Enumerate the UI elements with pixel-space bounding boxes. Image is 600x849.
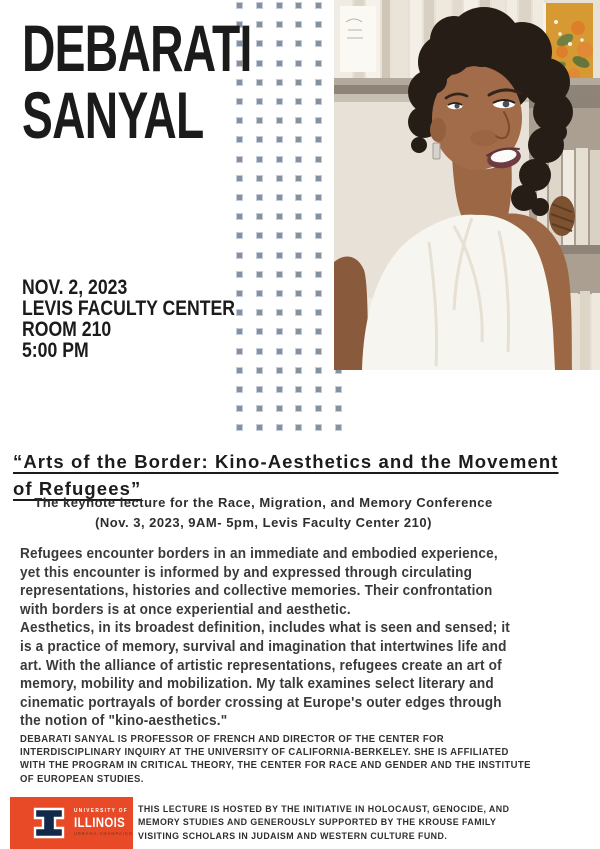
grid-dot — [237, 406, 242, 411]
grid-dot — [316, 406, 321, 411]
grid-dot — [277, 291, 282, 296]
grid-dot — [296, 3, 301, 8]
text-line: “Arts of the Border: Kino-Aesthetics and the Movement — [13, 451, 559, 472]
text-line: 5:00 PM — [22, 339, 89, 362]
grid-dot — [296, 272, 301, 277]
text-line: of Refugees” — [13, 477, 142, 499]
grid-dot — [277, 406, 282, 411]
grid-dot — [296, 214, 301, 219]
grid-dot — [296, 406, 301, 411]
grid-dot — [316, 3, 321, 8]
speaker-name-line1: DEBARATI — [22, 11, 252, 85]
grid-dot — [316, 80, 321, 85]
text-line: The keynote lecture for the Race, Migration, and Memory Conference — [34, 495, 493, 510]
grid-dot — [316, 349, 321, 354]
grid-dot — [257, 3, 262, 8]
text-line: MEMORY STUDIES AND GENEROUSLY SUPPORTED BY THE KROUSE FAMILY — [138, 817, 497, 829]
text-line: DEBARATI SANYAL IS PROFESSOR OF FRENCH AND DIRECTOR OF THE CENTER FOR — [20, 734, 445, 745]
grid-dot — [336, 406, 341, 411]
grid-dot — [336, 387, 341, 392]
grid-dot — [316, 291, 321, 296]
grid-dot — [277, 253, 282, 258]
grid-dot — [237, 195, 242, 200]
logo-campus: URBANA-CHAMPAIGN — [74, 832, 133, 837]
speaker-bio — [20, 733, 600, 786]
grid-dot — [316, 137, 321, 142]
grid-dot — [316, 176, 321, 181]
grid-dot — [296, 329, 301, 334]
text-line: representations, histories and collective memories. Their confrontation — [20, 583, 493, 600]
grid-dot — [316, 157, 321, 162]
grid-dot — [277, 272, 282, 277]
grid-dot — [316, 22, 321, 27]
grid-dot — [257, 368, 262, 373]
grid-dot — [296, 387, 301, 392]
text-line: Aesthetics, in its broadest definition, includes what is seen and sensed; it — [20, 620, 511, 637]
grid-dot — [316, 99, 321, 104]
ear — [430, 118, 446, 142]
grid-dot — [296, 310, 301, 315]
grid-dot — [316, 195, 321, 200]
grid-dot — [296, 176, 301, 181]
grid-dot — [237, 253, 242, 258]
text-line: is a practice of memory, survival and imagination that intertwines life and — [20, 638, 507, 655]
grid-dot — [316, 233, 321, 238]
grid-dot — [296, 233, 301, 238]
grid-dot — [316, 387, 321, 392]
grid-dot — [316, 61, 321, 66]
grid-dot — [316, 41, 321, 46]
grid-dot — [277, 310, 282, 315]
illinois-logo — [10, 797, 133, 849]
grid-dot — [316, 272, 321, 277]
grid-dot — [257, 387, 262, 392]
grid-dot — [237, 214, 242, 219]
text-line: INTERDISCIPLINARY INQUIRY AT THE UNIVERSITY OF CALIFORNIA-BERKELEY. SHE IS AFFILIATED — [20, 747, 509, 759]
illinois-wordmark — [74, 808, 133, 838]
grid-dot — [237, 176, 242, 181]
lecture-abstract — [20, 545, 597, 731]
grid-dot — [316, 329, 321, 334]
grid-dot — [257, 253, 262, 258]
event-details — [22, 277, 274, 361]
lecture-subtitle — [0, 493, 527, 532]
grid-dot — [277, 349, 282, 354]
text-line: memory, mobility and mobilization. My talk examines select literary and — [20, 676, 494, 693]
grid-dot — [277, 233, 282, 238]
grid-dot — [277, 387, 282, 392]
grid-dot — [316, 425, 321, 430]
grid-dot — [237, 387, 242, 392]
grid-dot — [336, 425, 341, 430]
speaker-name — [22, 11, 316, 152]
grid-dot — [277, 368, 282, 373]
grid-dot — [257, 195, 262, 200]
text-line: yet this encounter is informed by and expressed through circulating — [20, 564, 473, 581]
grid-dot — [277, 195, 282, 200]
text-line: THIS LECTURE IS HOSTED BY THE INITIATIVE IN HOLOCAUST, GENOCIDE, AND — [138, 804, 510, 815]
grid-dot — [296, 425, 301, 430]
grid-dot — [257, 157, 262, 162]
grid-dot — [296, 368, 301, 373]
grid-dot — [296, 291, 301, 296]
earring — [433, 143, 440, 159]
text-line: OF EUROPEAN STUDIES. — [20, 773, 144, 785]
grid-dot — [296, 349, 301, 354]
grid-dot — [296, 253, 301, 258]
grid-dot — [277, 425, 282, 430]
text-line: WITH THE PROGRAM IN CRITICAL THEORY, THE CENTER FOR RACE AND GENDER AND THE INSTITUTE — [20, 760, 531, 772]
grid-dot — [237, 3, 242, 8]
text-line: Refugees encounter borders in an immediate and embodied experience, — [20, 546, 498, 562]
grid-dot — [257, 176, 262, 181]
text-line: art. With the alliance of artistic representations, refugees create an art of — [20, 657, 502, 674]
grid-dot — [277, 157, 282, 162]
grid-dot — [257, 406, 262, 411]
grid-dot — [316, 368, 321, 373]
grid-dot — [237, 425, 242, 430]
grid-dot — [257, 214, 262, 219]
text-line: LEVIS FACULTY CENTER — [22, 297, 236, 320]
white-card — [340, 6, 376, 72]
logo-illinois: ILLINOIS — [74, 815, 126, 830]
grid-dot — [237, 368, 242, 373]
grid-dot — [316, 214, 321, 219]
block-i-icon — [30, 807, 68, 839]
grid-dot — [296, 157, 301, 162]
text-line: NOV. 2, 2023 — [22, 276, 128, 299]
grid-dot — [316, 310, 321, 315]
grid-dot — [316, 253, 321, 258]
grid-dot — [316, 118, 321, 123]
left-shoulder — [334, 256, 368, 370]
text-line: VISITING SCHOLARS IN JUDAISM AND WESTERN CULTURE FUND. — [138, 830, 448, 842]
text-line: cinematic portrayals of border crossing at Europe's outer edges through — [20, 694, 502, 711]
text-line: with borders is at once experiential and aesthetic. — [20, 601, 351, 618]
grid-dot — [277, 176, 282, 181]
grid-dot — [277, 329, 282, 334]
text-line: (Nov. 3, 2023, 9AM- 5pm, Levis Faculty Center 210) — [95, 514, 432, 530]
grid-dot — [277, 214, 282, 219]
speaker-photo — [334, 0, 600, 370]
grid-dot — [257, 233, 262, 238]
grid-dot — [237, 233, 242, 238]
host-text — [138, 803, 598, 843]
text-line: the notion of "kino-aesthetics." — [20, 713, 228, 730]
grid-dot — [237, 157, 242, 162]
text-line: ROOM 210 — [22, 318, 112, 341]
grid-dot — [296, 195, 301, 200]
grid-dot — [277, 3, 282, 8]
logo-university-of: UNIVERSITY OF — [74, 808, 129, 814]
grid-dot — [257, 425, 262, 430]
speaker-name-line2: SANYAL — [22, 78, 204, 152]
